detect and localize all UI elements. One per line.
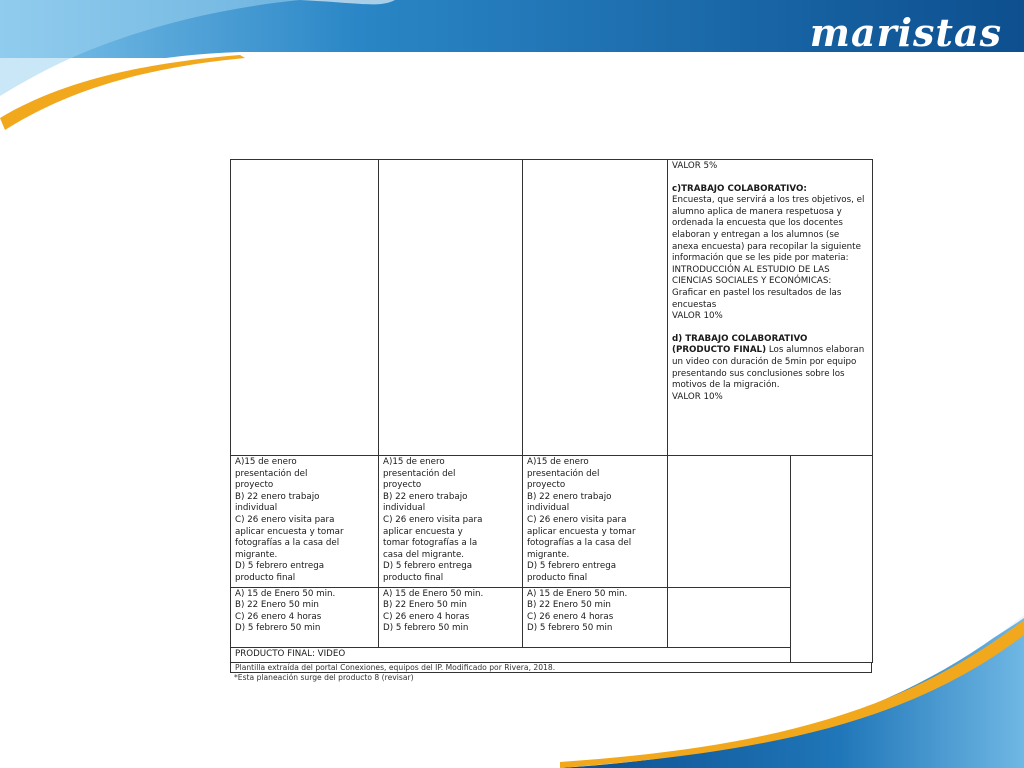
paragraph-heading: c)TRABAJO COLABORATIVO: — [672, 183, 807, 194]
paragraph-text: Los alumnos elaboran un video con duración de 5min por equipo presentando sus conclusiones sobre los motivos de la migración. VALOR 10% — [672, 345, 865, 402]
duration-cell: A) 15 de Enero 50 min. B) 22 Enero 50 min C) 26 enero 4 horas D) 5 febrero 50 min — [231, 587, 379, 647]
source-note: Plantilla extraída del portal Conexiones, equipos del IP. Modificado por Rivera, 2018. — [230, 663, 872, 673]
schedule-cell: A)15 de enero presentación del proyecto B) 22 enero trabajo individual C) 26 enero visita para aplicar encuesta y tomar fotografías a la casa del migrante. D) 5 febrero entrega producto final — [379, 456, 523, 588]
duration-cell: A) 15 de Enero 50 min. B) 22 Enero 50 min C) 26 enero 4 horas D) 5 febrero 50 min — [523, 587, 668, 647]
empty-cell — [668, 456, 791, 588]
planning-table — [230, 159, 873, 663]
paragraph-text: VALOR 5% — [672, 161, 718, 171]
schedule-cell: A)15 de enero presentación del proyecto B) 22 enero trabajo individual C) 26 enero visita para aplicar encuesta y tomar fotografías a la casa del migrante. D) 5 febrero entrega producto final — [523, 456, 668, 588]
planning-document — [230, 159, 872, 682]
empty-cell — [231, 160, 379, 456]
empty-cell — [523, 160, 668, 456]
activity-paragraph — [672, 161, 868, 173]
table-row — [231, 587, 873, 647]
paragraph-heading: d) TRABAJO COLABORATIVO (PRODUCTO FINAL) — [672, 333, 808, 356]
empty-cell — [668, 587, 791, 647]
duration-cell: A) 15 de Enero 50 min. B) 22 Enero 50 min C) 26 enero 4 horas D) 5 febrero 50 min — [379, 587, 523, 647]
paragraph-text: Encuesta, que servirá a los tres objetivos, el alumno aplica de manera respetuosa y ordenada la encuesta que los docentes elaboran y entregan a los alumnos (se anexa encuesta) para recopilar la siguiente información que se les pide por materia: INTRODUCCIÓN AL ESTUDIO DE LAS CIENCIAS SOCIALES Y ECONÓMICAS: Graficar en pastel los resultados de las encuestas VALOR 10% — [672, 195, 865, 322]
activities-cell — [668, 160, 873, 456]
schedule-cell: A)15 de enero presentación del proyecto B) 22 enero trabajo individual C) 26 enero visita para aplicar encuesta y tomar fotografías a la casa del migrante. D) 5 febrero entrega producto final — [231, 456, 379, 588]
final-product-cell: PRODUCTO FINAL: VIDEO — [231, 647, 791, 663]
table-row — [231, 160, 873, 456]
empty-cell — [379, 160, 523, 456]
empty-cell — [791, 456, 873, 663]
maristas-logo: maristas — [809, 10, 1002, 55]
table-row — [231, 456, 873, 588]
activity-paragraph — [672, 184, 868, 323]
table-row — [231, 647, 873, 663]
footnote: *Esta planeación surge del producto 8 (revisar) — [234, 673, 414, 683]
activity-paragraph — [672, 334, 868, 404]
